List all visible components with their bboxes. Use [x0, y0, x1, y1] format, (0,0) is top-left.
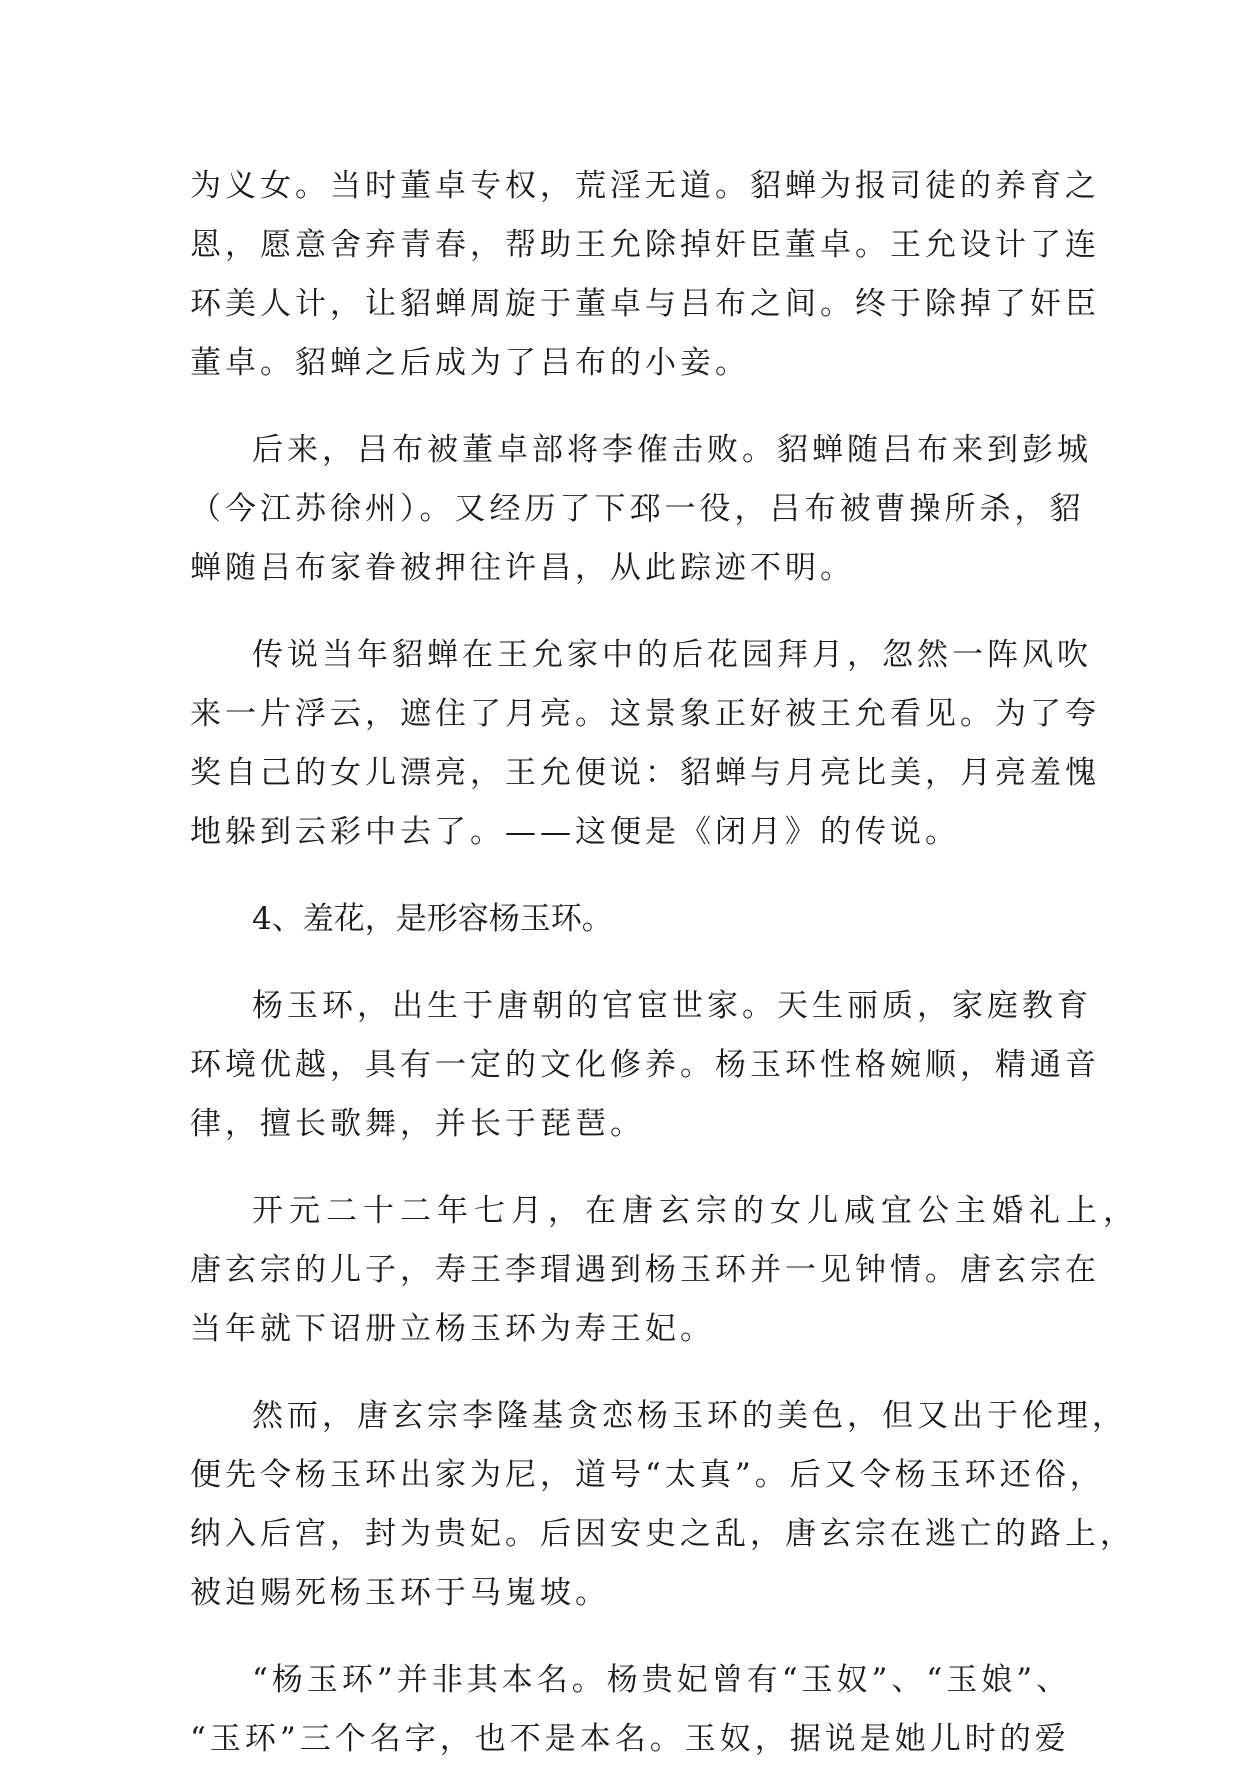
text-line: 当年就下诏册立杨玉环为寿王妃。 — [190, 1311, 715, 1347]
text-line: 为义女。当时董卓专权，荒淫无道。貂蝉为报司徒的养育之 — [190, 168, 1100, 204]
text-line: 蝉随吕布家眷被押往许昌，从此踪迹不明。 — [190, 550, 855, 586]
text-line: 董卓。貂蝉之后成为了吕布的小妾。 — [190, 345, 750, 381]
text-line: 纳入后宫，封为贵妃。后因安史之乱，唐玄宗在逃亡的路上， — [190, 1516, 1135, 1552]
text-line: 开元二十二年七月，在唐玄宗的女儿咸宜公主婚礼上， — [252, 1193, 1140, 1229]
text-line: “杨玉环”并非其本名。杨贵妃曾有“玉奴”、“玉娘”、 — [252, 1662, 1072, 1698]
text-line: 后来，吕布被董卓部将李傕击败。貂蝉随吕布来到彭城 — [252, 432, 1092, 468]
text-line: 来一片浮云，遮住了月亮。这景象正好被王允看见。为了夸 — [190, 696, 1100, 732]
text-line: 4、羞花，是形容杨玉环。 — [252, 901, 613, 937]
text-line: 被迫赐死杨玉环于马嵬坡。 — [190, 1575, 610, 1611]
text-line: 环境优越，具有一定的文化修养。杨玉环性格婉顺，精通音 — [190, 1047, 1100, 1083]
body-text — [190, 157, 1140, 1769]
text-line: 唐玄宗的儿子，寿王李瑁遇到杨玉环并一见钟情。唐玄宗在 — [190, 1252, 1100, 1288]
text-line: “玉环”三个名字，也不是本名。玉奴，据说是她儿时的爱 — [190, 1721, 1070, 1757]
text-line: （今江苏徐州）。又经历了下邳一役，吕布被曹操所杀，貂 — [190, 491, 1085, 527]
text-line: 传说当年貂蝉在王允家中的后花园拜月，忽然一阵风吹 — [252, 637, 1092, 673]
paragraph — [190, 1182, 1140, 1359]
text-line: 环美人计，让貂蝉周旋于董卓与吕布之间。终于除掉了奸臣 — [190, 286, 1100, 322]
text-line: 地躲到云彩中去了。——这便是《闭月》的传说。 — [190, 814, 960, 850]
text-line: 然而，唐玄宗李隆基贪恋杨玉环的美色，但又出于伦理， — [252, 1398, 1127, 1434]
paragraph — [190, 626, 1100, 862]
paragraph — [190, 157, 1100, 393]
paragraph — [190, 1387, 1135, 1623]
text-line: 恩，愿意舍弃青春，帮助王允除掉奸臣董卓。王允设计了连 — [190, 227, 1100, 263]
paragraph — [190, 977, 1100, 1154]
text-line: 奖自己的女儿漂亮，王允便说：貂蝉与月亮比美，月亮羞愧 — [190, 755, 1100, 791]
paragraph — [190, 1651, 1090, 1769]
paragraph — [190, 421, 1090, 598]
text-line: 律，擅长歌舞，并长于琵琶。 — [190, 1106, 645, 1142]
text-line: 便先令杨玉环出家为尼，道号“太真”。后又令杨玉环还俗， — [190, 1457, 1105, 1493]
section-heading — [190, 890, 1090, 949]
text-line: 杨玉环，出生于唐朝的官宦世家。天生丽质，家庭教育 — [252, 988, 1092, 1024]
